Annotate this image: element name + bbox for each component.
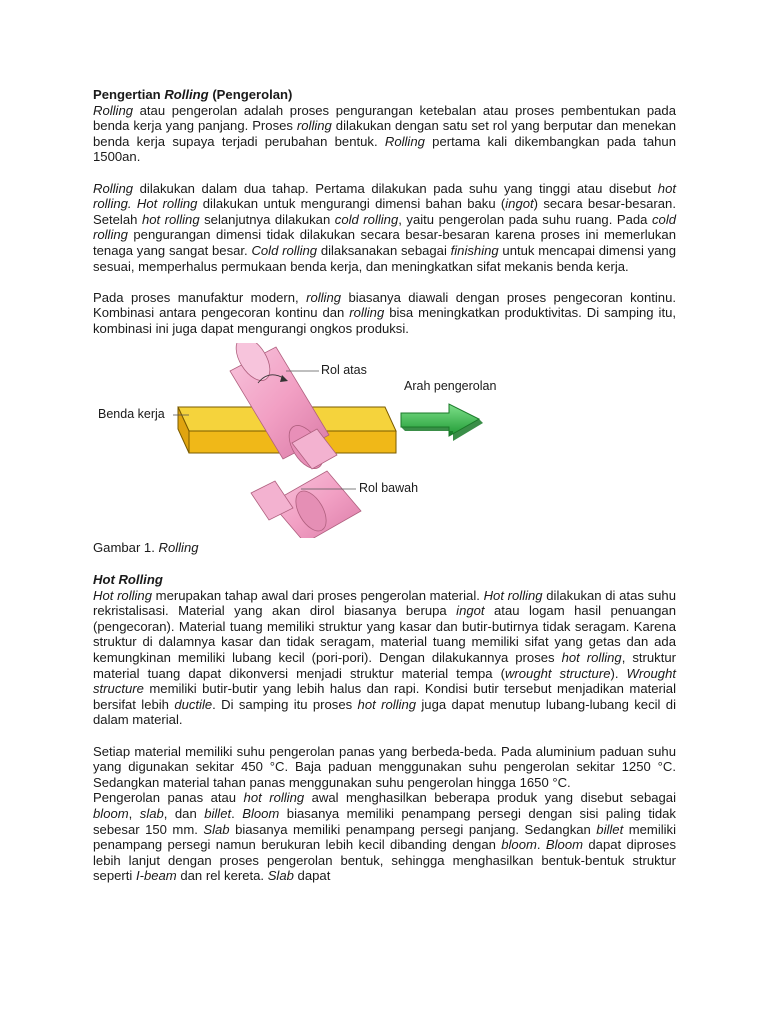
paragraph-rolling-stages (93, 181, 676, 275)
text-run: bisa meningkatkan produktivitas. Di samping itu, kombinasi ini juga dapat mengurangi ongkos produksi. (93, 305, 676, 336)
italic-term: Slab (203, 821, 230, 837)
text-run: , yaitu pengerolan pada suhu ruang. Pada (398, 211, 652, 227)
paragraph-hot-rolling-products (93, 790, 676, 884)
text-run: Setiap material memiliki suhu pengerolan panas yang berbeda-beda. Pada aluminium paduan suhu yang digunakan sekitar 450 °C. Baja paduan menggunakan suhu pengerolan sekitar 1250 °C. Sedangkan material tahan panas menggunakan suhu pengerolan hingga 1650 °C. (93, 743, 676, 790)
text-run: pertama kali dikembangkan pada tahun 1500an. (93, 133, 676, 165)
text-run: selanjutnya dilakukan (199, 211, 335, 227)
label-workpiece: Benda kerja (98, 406, 165, 421)
text-run: . (231, 806, 243, 821)
italic-term: billet (204, 806, 232, 821)
text-run: . Di samping itu proses (212, 696, 358, 712)
text-run: pengurangan dimensi tidak dilakukan secara besar-besaran karena proses ini memerlukan tenaga yang sangat besar. (93, 227, 676, 258)
section-title-rolling: Pengertian Rolling (Pengerolan) (93, 87, 293, 102)
rolling-illustration (93, 343, 676, 538)
italic-term: Slab (267, 868, 294, 884)
text-run: dilakukan di atas suhu rekristalisasi. Material yang akan dirol biasanya berupa (93, 587, 676, 619)
italic-term: rolling (349, 305, 385, 321)
italic-term: ingot (456, 603, 485, 619)
text-run: atau pengerolan adalah proses pengurangan ketebalan atau proses pembentukan pada benda kerja yang panjang. Proses (93, 102, 676, 134)
italic-term: hot rolling (243, 790, 305, 806)
italic-term: cold rolling (334, 211, 399, 227)
text-run: memiliki butir-butir yang lebih halus dan rapi. Kondisi butir tersebut menjadikan material bersifat lebih (93, 681, 676, 712)
text-run: biasanya diawali dengan proses pengecoran kontinu. Kombinasi antara pengecoran kontinu dan (93, 289, 676, 321)
text-run: dilakukan dalam dua tahap. Pertama dilakukan pada suhu yang tinggi atau disebut (133, 180, 658, 196)
label-top-roll: Rol atas (321, 362, 367, 377)
italic-term: hot rolling (561, 650, 622, 666)
section-title-hot-rolling: Hot Rolling (93, 572, 163, 588)
italic-term: Rolling (93, 180, 134, 196)
text-run: , (128, 806, 140, 821)
document-page (93, 87, 676, 884)
rolling-figure (93, 343, 676, 538)
italic-term: billet (596, 821, 624, 837)
rolling-direction-arrow-icon (401, 404, 483, 441)
text-run: . (536, 837, 546, 853)
label-rolling-direction: Arah pengerolan (404, 378, 497, 393)
label-bottom-roll: Rol bawah (359, 480, 419, 495)
text-run: merupakan tahap awal dari proses pengerolan material. (152, 587, 484, 603)
italic-term: wrought structure (504, 665, 611, 681)
italic-term: Hot rolling (93, 587, 152, 603)
text-run: atau logam hasil penuangan (pengecoran). Material tuang memiliki struktur yang kasar dan butir-butirnya tidak seragam. Karena struktur di dalamnya kasar dan tidak seragam, material tuang memiliki sifat yang getas dan ada kemungkinan memiliki lubang kecil (pori-pori). Dengan dilakukannya proses (93, 603, 677, 666)
bottom-roll (251, 471, 361, 538)
paragraph-rolling-temperatures (93, 744, 676, 791)
italic-term: rolling (296, 118, 332, 134)
text-run: Pada proses manufaktur modern, (93, 289, 307, 305)
italic-term: Bloom (242, 806, 280, 821)
italic-term: hot rolling (141, 211, 200, 227)
paragraph-hot-rolling-intro (93, 588, 676, 728)
italic-term: bloom (501, 837, 537, 853)
text-run: dilaksanakan sebagai (317, 242, 451, 258)
text-run: awal menghasilkan beberapa produk yang disebut sebagai (304, 790, 676, 806)
italic-term: Bloom (545, 837, 584, 853)
italic-term: Wrought structure (93, 665, 676, 697)
text-run: dan rel kereta. (176, 868, 268, 884)
italic-term: bloom (93, 806, 129, 821)
italic-term: hot rolling. Hot rolling (93, 180, 676, 212)
italic-term: cold rolling (93, 211, 677, 243)
text-run: dapat diproses lebih lanjut dengan proses pengerolan bentuk, sehingga menghasilkan bentuk-bentuk struktur seperti (93, 837, 676, 884)
text-run: ) secara besar-besaran. Setelah (93, 196, 676, 227)
figure-caption: Gambar 1. Rolling (93, 539, 199, 555)
text-run: dilakukan untuk mengurangi dimensi bahan baku ( (197, 196, 506, 212)
paragraph-modern-manufacturing (93, 290, 676, 337)
text-run: dapat (293, 868, 331, 884)
text-run: , struktur material tuang dapat dikonversi menjadi struktur material tempa ( (93, 650, 676, 681)
text-run: biasanya memiliki penampang persegi dengan sisi paling tidak sebesar 150 mm. (93, 806, 676, 837)
italic-term: slab (139, 806, 164, 821)
italic-term: hot rolling (357, 696, 417, 712)
text-run: juga dapat menutup lubang-lubang kecil di dalam material. (93, 696, 676, 728)
text-run: , dan (163, 806, 205, 821)
italic-term: ingot (505, 196, 534, 212)
italic-term: I-beam (135, 868, 177, 884)
text-run: untuk mencapai dimensi yang sesuai, memperhalus permukaan benda kerja, dan meningkatkan sifat mekanis benda kerja. (93, 242, 676, 274)
text-run: ). (610, 665, 627, 681)
text-run: memiliki penampang persegi namun berukuran lebih kecil dibanding dengan (93, 821, 677, 853)
italic-term: rolling (306, 289, 342, 305)
paragraph-rolling-definition (93, 103, 676, 165)
text-run: biasanya memiliki penampang persegi panjang. Sedangkan (229, 821, 597, 837)
text-run: Pengerolan panas atau (93, 790, 244, 806)
text-run: dilakukan dengan satu set rol yang berputar dan menekan benda kerja supaya terjadi perubahan bentuk. (93, 118, 676, 149)
italic-term: finishing (450, 242, 499, 258)
italic-term: ductile (174, 696, 213, 712)
italic-term: Hot rolling (483, 587, 543, 603)
italic-term: Rolling (384, 133, 425, 149)
italic-term: Rolling (93, 102, 134, 118)
italic-term: Cold rolling (251, 242, 318, 258)
